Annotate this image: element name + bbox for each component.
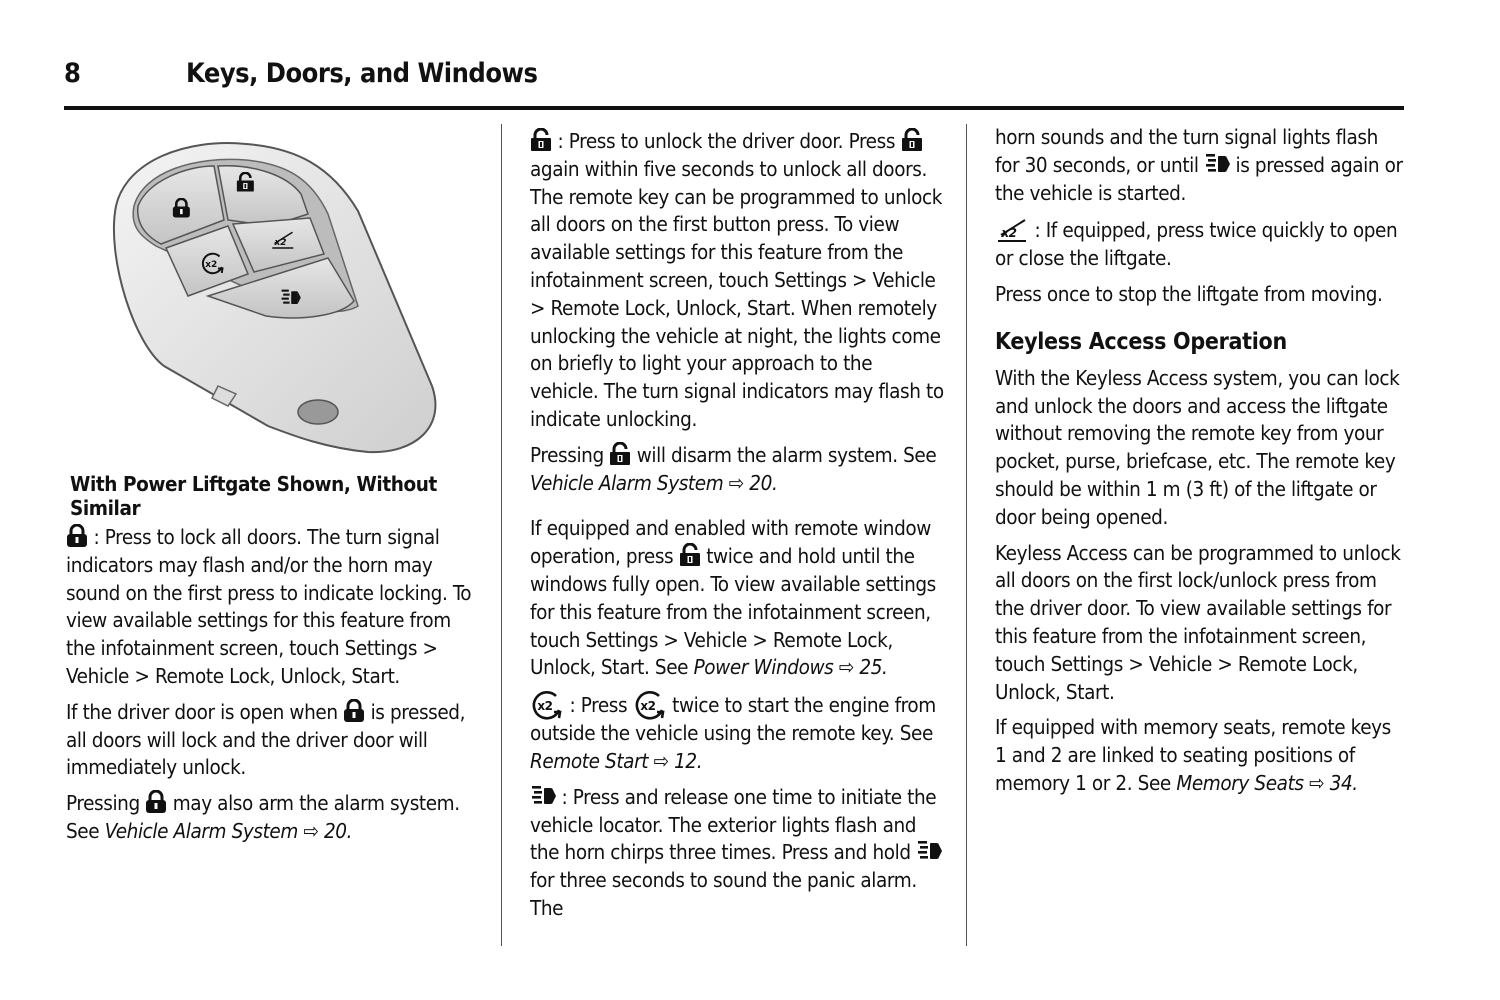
column-divider (966, 124, 967, 946)
unlock-icon (679, 543, 701, 567)
cross-reference-link[interactable]: Power Windows (693, 655, 834, 680)
paragraph-liftgate-stop: Press once to stop the liftgate from moving. (995, 282, 1383, 307)
remote-start-x2-icon (530, 690, 564, 720)
paragraph-remote-start: : Press twice to start the engine from outside the vehicle using the remote key. See Remote Start ⇨ 12. (530, 690, 944, 776)
unlock-icon (530, 128, 552, 152)
cross-reference-page[interactable]: 25. (859, 655, 888, 680)
cross-reference-link[interactable]: Memory Seats (1176, 770, 1304, 795)
paragraph-remote-window: If equipped and enabled with remote window operation, press twice and hold until the windows fully open. To view available settings for this feature from the infotainment screen, touch Settings > Vehicle > Remote Lock, Unlock, Start. See Power Windows ⇨ 25. (530, 516, 936, 680)
paragraph-liftgate: : If equipped, press twice quickly to open or close the liftgate. (995, 215, 1407, 273)
column-right (995, 124, 1407, 806)
cross-reference-link[interactable]: Vehicle Alarm System (104, 818, 298, 843)
lock-icon (145, 790, 167, 814)
paragraph-panic-continued: horn sounds and the turn signal lights flash for 30 seconds, or until is pressed again or the vehicle is started. (995, 125, 1403, 205)
unlock-icon (901, 128, 923, 152)
cross-reference-link[interactable]: Vehicle Alarm System (530, 470, 724, 495)
column-left (66, 524, 478, 854)
cross-reference-page[interactable]: 20. (323, 818, 353, 843)
page-arrow-icon: ⇨ (728, 470, 744, 495)
paragraph-keyless-access: With the Keyless Access system, you can lock and unlock the doors and access the liftgate without removing the remote key from your pocket, purse, briefcase, etc. The remote key should be within 1 m (3 ft) of the liftgate or door being opened. (995, 365, 1400, 529)
page-title: Keys, Doors, and Windows (186, 58, 538, 89)
paragraph-lock: : Press to lock all doors. The turn signal indicators may flash and/or the horn may sound on the first press to indicate locking. To view available settings for this feature from the infotainment screen, touch Settings > Vehicle > Remote Lock, Unlock, Start. (66, 525, 472, 688)
remote-start-x2-icon (633, 690, 667, 720)
page-header (64, 56, 1404, 110)
lock-icon (343, 699, 365, 723)
paragraph-unlock: : Press to unlock the driver door. Press again within five seconds to unlock all doors. The remote key can be programmed to unlock all doors on the first button press. To view available settings for this feature from the infotainment screen, touch Settings > Vehicle > Remote Lock, Unlock, Start. When remotely unlocking the vehicle at night, the lights come on briefly to light your approach to the vehicle. The turn signal indicators may flash to indicate unlocking. (530, 129, 944, 431)
unlock-icon (609, 442, 631, 466)
cross-reference-link[interactable]: Remote Start (530, 748, 649, 773)
liftgate-x2-icon (995, 215, 1029, 245)
paragraph-disarm-alarm: Pressing will disarm the alarm system. See Vehicle Alarm System ⇨ 20. (530, 442, 937, 495)
paragraph-memory-seats: If equipped with memory seats, remote keys 1 and 2 are linked to seating positions of memory 1 or 2. See Memory Seats ⇨ 34. (995, 715, 1391, 795)
section-heading: Keyless Access Operation (995, 328, 1287, 355)
key-fob-illustration (96, 136, 446, 456)
column-middle (530, 128, 944, 931)
column-divider (501, 124, 502, 946)
figure-caption: With Power Liftgate Shown, Without Similar (70, 472, 437, 520)
page-arrow-icon: ⇨ (1309, 770, 1325, 795)
lock-icon (66, 524, 88, 548)
paragraph-driver-door-open: If the driver door is open when is pressed, all doors will lock and the driver door will immediately unlock. (66, 699, 466, 780)
cross-reference-page[interactable]: 20. (749, 470, 778, 495)
cross-reference-page[interactable]: 12. (674, 748, 703, 773)
page-number: 8 (64, 58, 81, 89)
paragraph-vehicle-locator: : Press and release one time to initiate the vehicle locator. The exterior lights flash and the horn chirps three times. Press and hold for three seconds to sound the panic alarm. The (530, 784, 944, 923)
vehicle-locator-icon (530, 784, 556, 808)
paragraph-keyless-program: Keyless Access can be programmed to unlock all doors on the first lock/unlock press from the driver door. To view available settings for this feature from the infotainment screen, touch Settings > Vehicle > Remote Lock, Unlock, Start. (995, 540, 1401, 704)
page-arrow-icon: ⇨ (838, 655, 854, 680)
paragraph-arm-alarm: Pressing may also arm the alarm system. See Vehicle Alarm System ⇨ 20. (66, 791, 460, 843)
vehicle-locator-icon (916, 839, 942, 863)
vehicle-locator-icon (1204, 152, 1230, 176)
page-arrow-icon: ⇨ (653, 748, 669, 773)
page-arrow-icon: ⇨ (303, 818, 319, 843)
cross-reference-page[interactable]: 34. (1329, 770, 1358, 795)
